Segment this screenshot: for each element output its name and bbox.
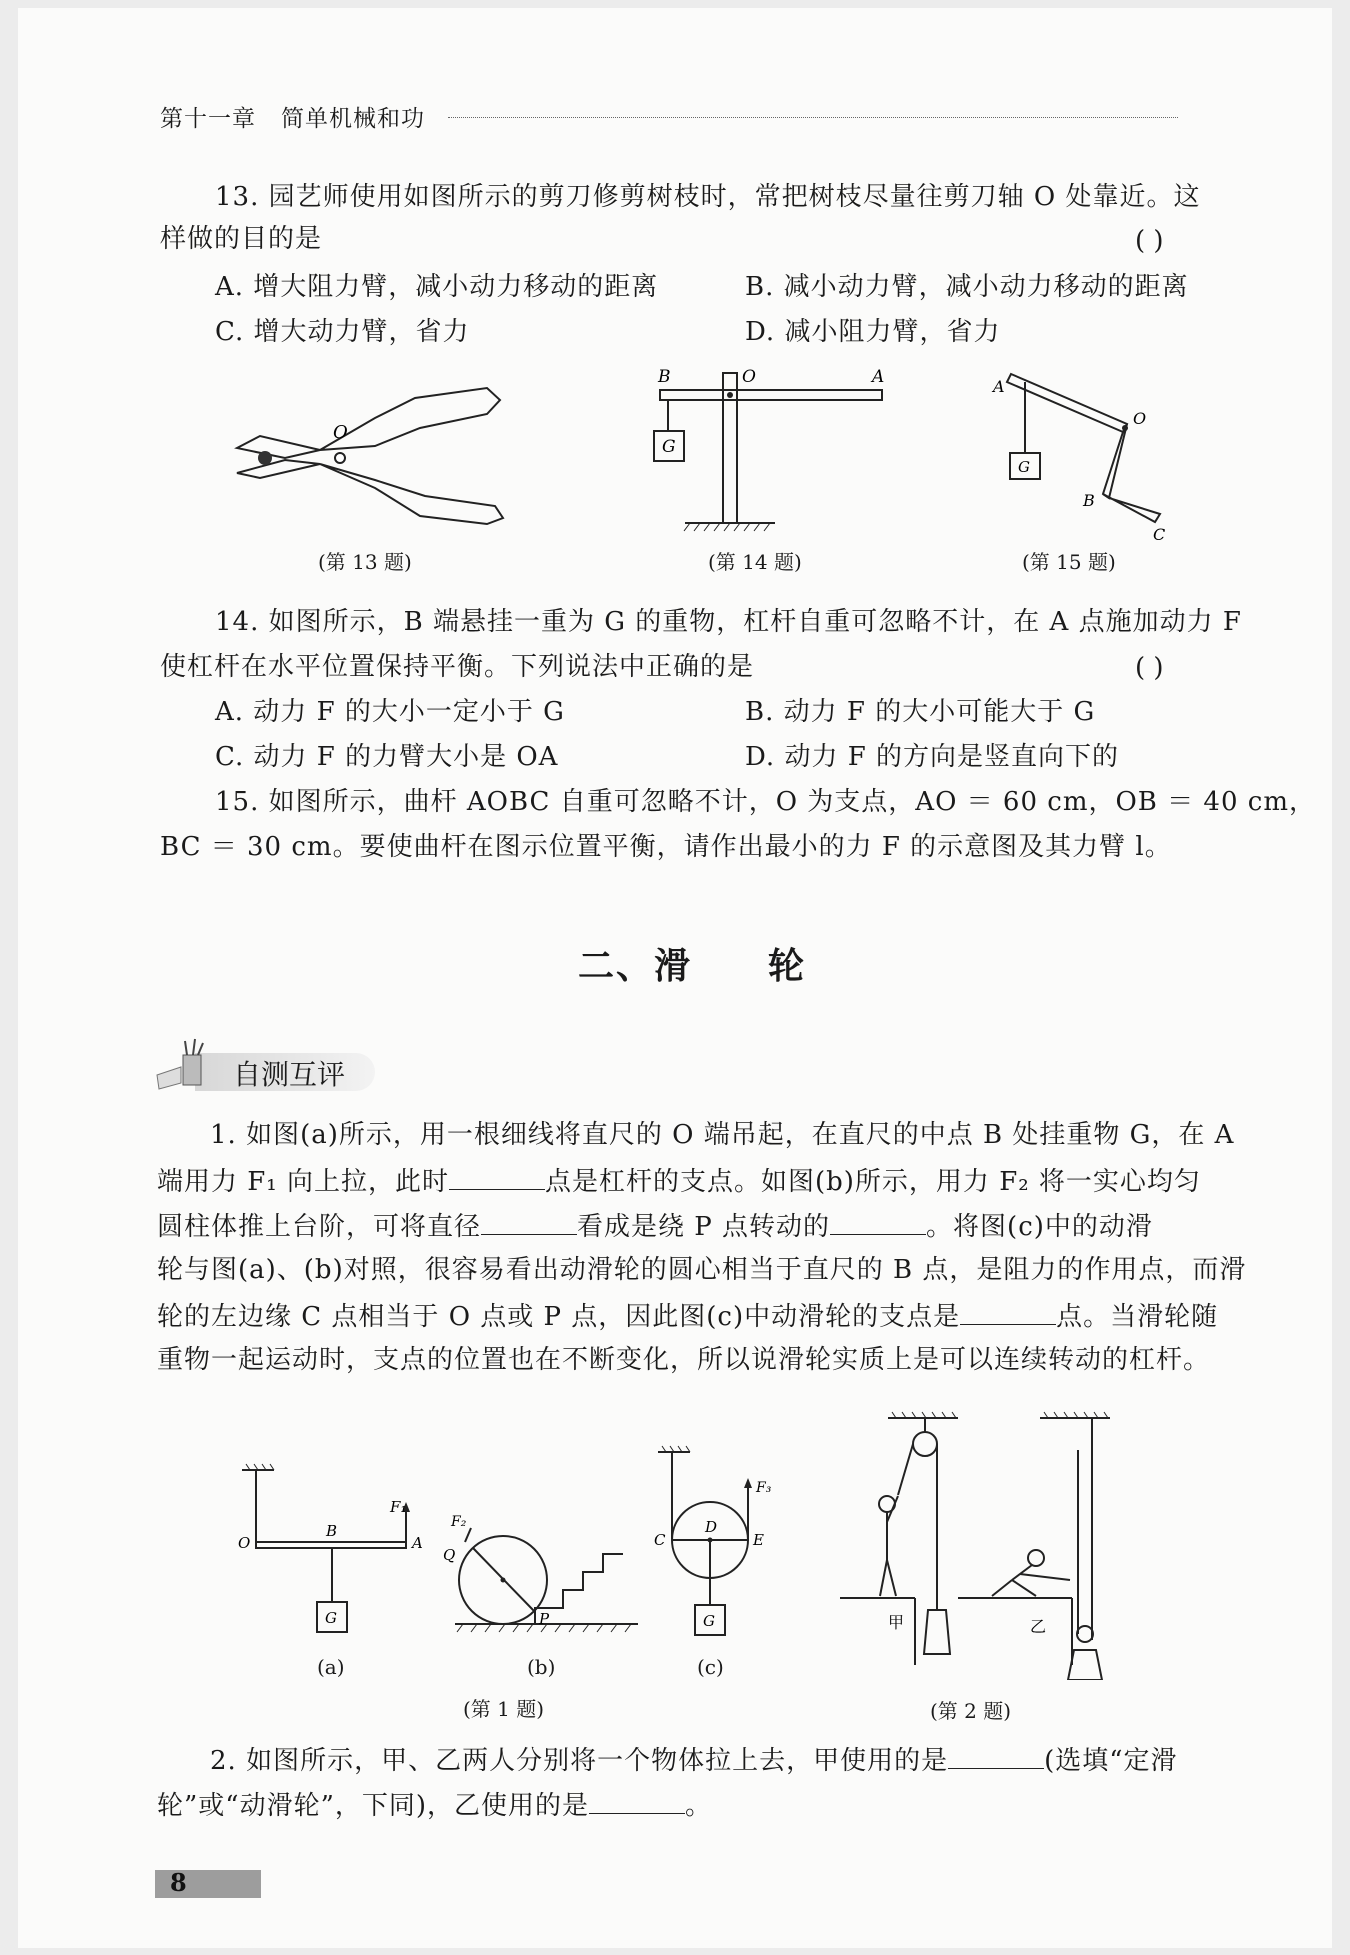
running-header xyxy=(160,100,425,133)
fig13-label-o: O xyxy=(333,422,348,443)
q14-stem-line1: 14. 如图所示，B 端悬挂一重为 G 的重物，杠杆自重可忽略不计，在 A 点施加动力 F xyxy=(215,607,1242,637)
q13-stem-line2: 样做的目的是 xyxy=(160,224,323,254)
p1-line3 xyxy=(157,1208,1153,1244)
fig2-pulley-people xyxy=(840,1410,1130,1680)
fig1-caption: (第 1 题) xyxy=(463,1697,545,1721)
fig1c-label-f3: F₃ xyxy=(756,1480,772,1496)
fig1a-label-o: O xyxy=(238,1534,251,1552)
p1-line2 xyxy=(157,1163,1201,1199)
fig15-label-o: O xyxy=(1133,409,1147,428)
blank-5[interactable] xyxy=(948,1742,1044,1769)
p1-line5-part2: 点。当滑轮随 xyxy=(1056,1302,1219,1332)
header-rule xyxy=(448,117,1178,118)
q13-option-d: D. 减小阻力臂，省力 xyxy=(745,317,1001,347)
page-number: 8 xyxy=(170,1868,187,1897)
badge-label: 自测互评 xyxy=(233,1058,346,1091)
fig1b-label-p: P xyxy=(539,1610,550,1628)
q13-option-b: B. 减小动力臂，减小动力移动的距离 xyxy=(745,272,1189,302)
pencil-cup-icon xyxy=(155,1037,215,1095)
q14-stem-line2: 使杠杆在水平位置保持平衡。下列说法中正确的是 xyxy=(160,652,755,682)
q14-option-c: C. 动力 F 的力臂大小是 OA xyxy=(215,742,559,772)
fig15-label-g: G xyxy=(1018,458,1030,476)
fig14-caption: (第 14 题) xyxy=(708,550,802,574)
q13-option-a: A. 增大阻力臂，减小动力移动的距离 xyxy=(215,272,659,302)
chapter-number: 第十一章 xyxy=(160,106,256,132)
fig1c-label-c: C xyxy=(654,1531,666,1549)
fig14-label-o: O xyxy=(742,367,756,387)
fig15-label-c: C xyxy=(1153,525,1166,543)
fig1a-label-a: A xyxy=(412,1534,423,1552)
q13-stem-line1: 13. 园艺师使用如图所示的剪刀修剪树枝时，常把树枝尽量往剪刀轴 O 处靠近。这 xyxy=(215,182,1201,212)
fig1c-label-g: G xyxy=(703,1612,715,1630)
fig1a-label-b: B xyxy=(326,1522,338,1540)
q14-option-b: B. 动力 F 的大小可能大于 G xyxy=(745,697,1096,727)
fig2-caption: (第 2 题) xyxy=(930,1699,1012,1723)
q13-option-c: C. 增大动力臂，省力 xyxy=(215,317,470,347)
fig1c-label-e: E xyxy=(753,1531,764,1549)
fig15-label-a: A xyxy=(993,377,1005,396)
fig14-label-g: G xyxy=(662,437,676,457)
blank-4[interactable] xyxy=(960,1298,1056,1325)
fig14-lever-stand xyxy=(640,365,900,535)
fig1b-label-f2: F₂ xyxy=(451,1514,467,1530)
p1-line5-part1: 轮的左边缘 C 点相当于 O 点或 P 点，因此图(c)中动滑轮的支点是 xyxy=(157,1302,961,1332)
fig1a-label-g: G xyxy=(325,1609,337,1627)
fig1b-cylinder-step xyxy=(443,1500,643,1645)
self-test-badge xyxy=(155,1037,375,1095)
p1-line3-part3: 。将图(c)中的动滑 xyxy=(926,1212,1153,1242)
fig1a-label-f1: F₁ xyxy=(390,1498,407,1516)
p2-line1-part2: (选填“定滑 xyxy=(1044,1746,1178,1776)
p1-line2-part2: 点是杠杆的支点。如图(b)所示，用力 F₂ 将一实心均匀 xyxy=(545,1167,1201,1197)
fig1c-movable-pulley xyxy=(650,1440,780,1650)
fig14-label-b: B xyxy=(658,367,671,387)
p1-line3-part2: 看成是绕 P 点转动的 xyxy=(577,1212,831,1242)
q14-option-d: D. 动力 F 的方向是竖直向下的 xyxy=(745,742,1120,772)
p2-line2-part2: 。 xyxy=(685,1791,713,1821)
fig15-caption: (第 15 题) xyxy=(1022,550,1116,574)
fig1a-ruler-lever xyxy=(232,1462,432,1647)
fig1b-label-q: Q xyxy=(443,1546,456,1564)
p1-line3-part1: 圆柱体推上台阶，可将直径 xyxy=(157,1212,482,1242)
blank-2[interactable] xyxy=(481,1208,577,1235)
fig13-pruning-shears xyxy=(225,378,515,528)
blank-3[interactable] xyxy=(830,1208,926,1235)
p2-line1 xyxy=(210,1742,1178,1778)
p1-line4: 轮与图(a)、(b)对照，很容易看出动滑轮的圆心相当于直尺的 B 点，是阻力的作用点，而滑 xyxy=(157,1255,1247,1285)
fig13-caption: (第 13 题) xyxy=(318,550,412,574)
q15-stem-line1: 15. 如图所示，曲杆 AOBC 自重可忽略不计，O 为支点，AO ＝ 60 cm，OB ＝ 40 cm， xyxy=(215,787,1316,817)
p1-line5 xyxy=(157,1298,1218,1334)
q13-answer-paren: ( ) xyxy=(1135,226,1164,256)
chapter-title: 简单机械和功 xyxy=(280,106,425,132)
q14-answer-paren: ( ) xyxy=(1135,653,1164,683)
q14-option-a: A. 动力 F 的大小一定小于 G xyxy=(215,697,565,727)
p1-line6: 重物一起运动时，支点的位置也在不断变化，所以说滑轮实质上是可以连续转动的杠杆。 xyxy=(157,1345,1211,1375)
blank-6[interactable] xyxy=(589,1787,685,1814)
fig15-label-b: B xyxy=(1083,491,1095,510)
fig1a-caption: (a) xyxy=(317,1655,345,1679)
p2-line1-part1: 2. 如图所示，甲、乙两人分别将一个物体拉上去，甲使用的是 xyxy=(210,1746,949,1776)
p1-line2-part1: 端用力 F₁ 向上拉，此时 xyxy=(157,1167,449,1197)
p2-line2-part1: 轮”或“动滑轮”，下同)，乙使用的是 xyxy=(157,1791,590,1821)
section-title: 二、滑 轮 xyxy=(578,946,807,987)
p1-line1: 1. 如图(a)所示，用一根细线将直尺的 O 端吊起，在直尺的中点 B 处挂重物 G，在 A xyxy=(210,1120,1235,1150)
fig14-label-a: A xyxy=(872,367,885,387)
fig15-bent-lever xyxy=(985,368,1175,543)
blank-1[interactable] xyxy=(449,1163,545,1190)
fig2-label-jia: 甲 xyxy=(888,1613,905,1632)
q15-stem-line2: BC ＝ 30 cm。要使曲杆在图示位置平衡，请作出最小的力 F 的示意图及其力臂 l。 xyxy=(160,832,1172,862)
fig1b-caption: (b) xyxy=(527,1655,556,1679)
p2-line2 xyxy=(157,1787,712,1823)
fig1c-label-d: D xyxy=(705,1518,718,1536)
fig2-label-yi: 乙 xyxy=(1030,1617,1047,1636)
fig1c-caption: (c) xyxy=(697,1655,724,1679)
